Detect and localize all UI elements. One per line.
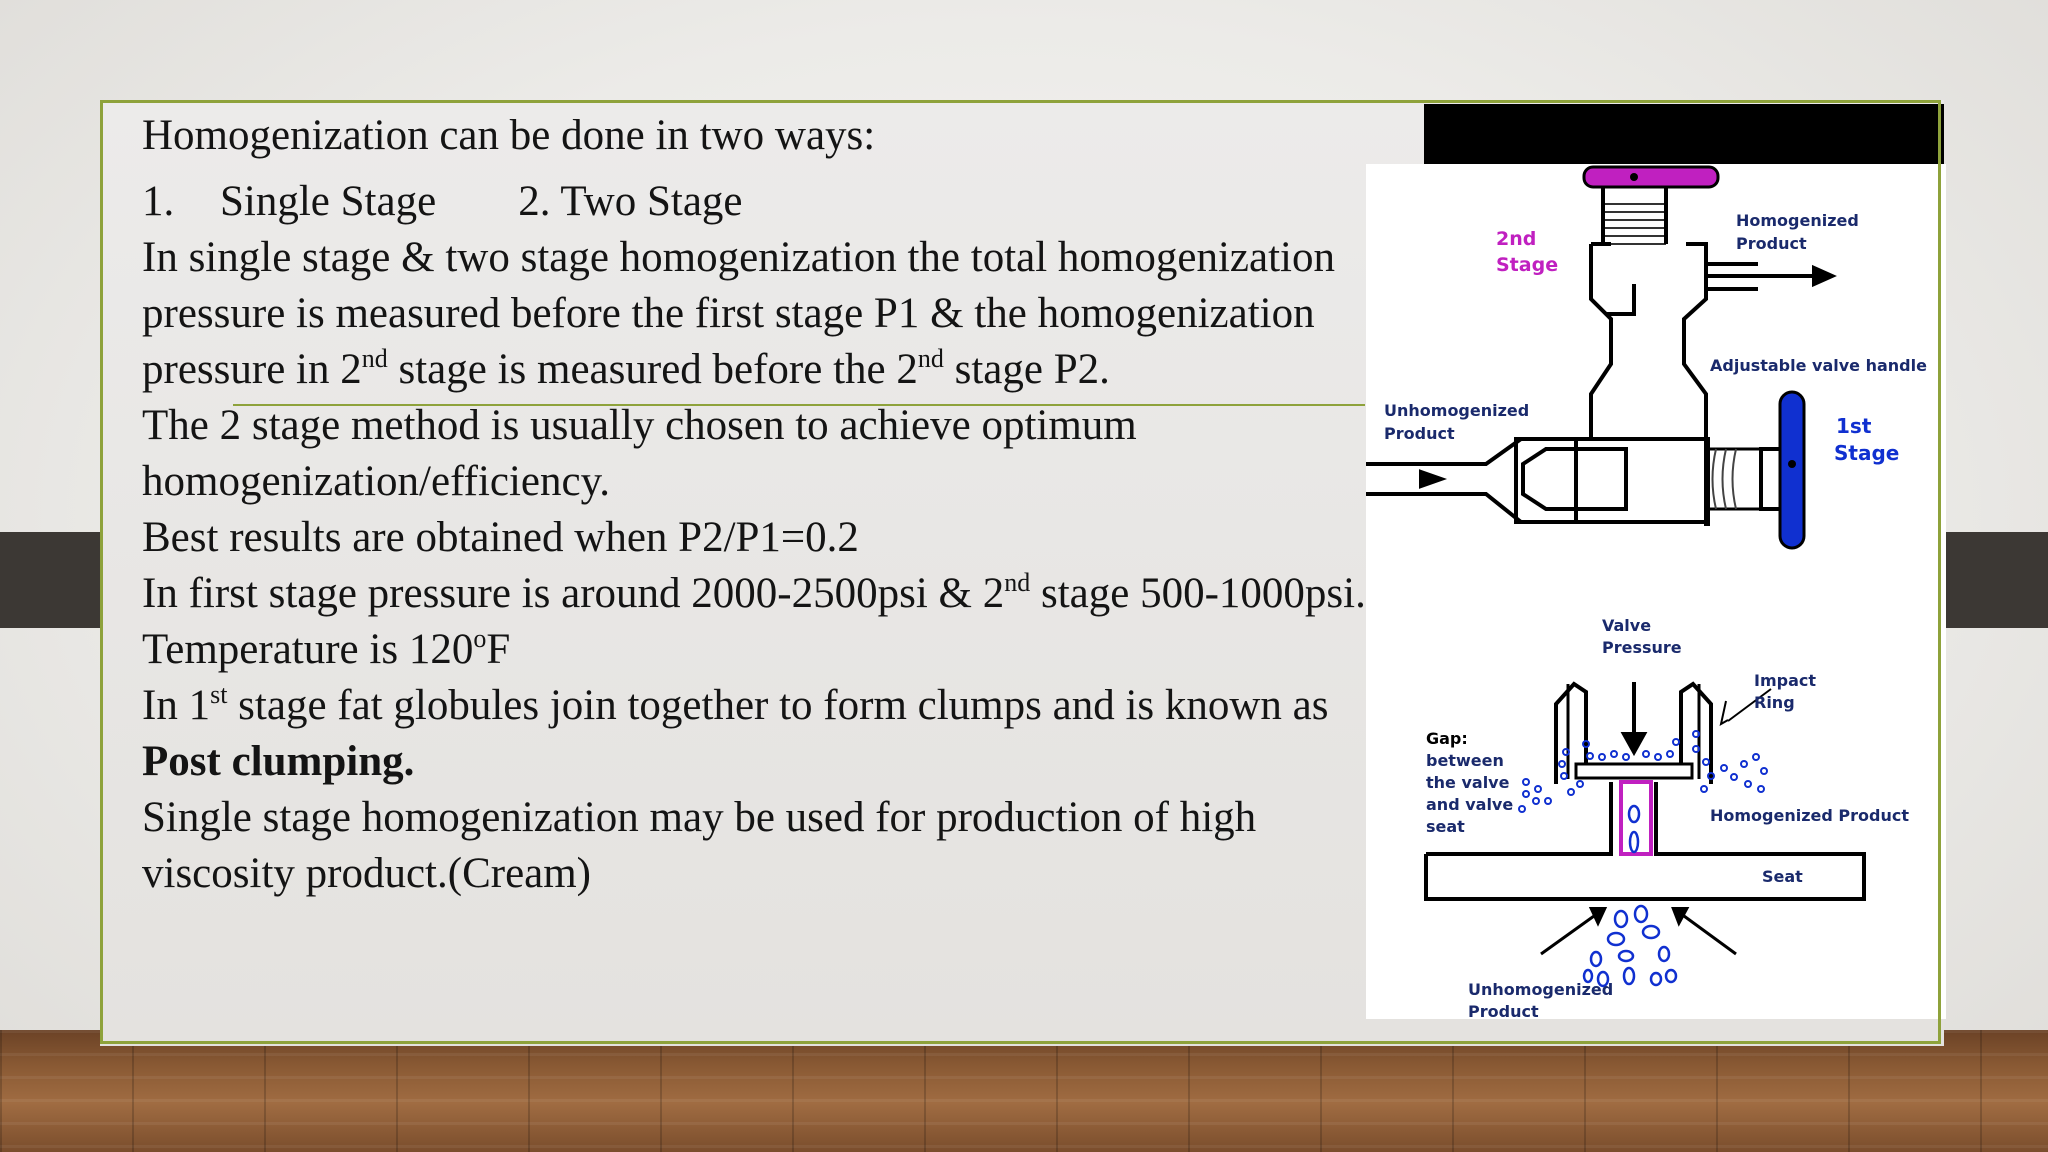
spring-icon bbox=[1603, 204, 1666, 244]
methods-list bbox=[142, 174, 1367, 230]
homogenizer-diagram bbox=[1366, 164, 1946, 1019]
svg-text:seat: seat bbox=[1426, 817, 1465, 836]
list-item-two-stage: 2. Two Stage bbox=[518, 178, 743, 225]
paragraph-temperature: Temperature is 120$^o$F bbox=[142, 624, 511, 673]
svg-text:Unhomogenized: Unhomogenized bbox=[1468, 980, 1614, 999]
svg-text:and valve: and valve bbox=[1426, 795, 1514, 814]
svg-text:Pressure: Pressure bbox=[1602, 638, 1682, 657]
svg-text:1st: 1st bbox=[1836, 414, 1872, 438]
fat-globules bbox=[1584, 806, 1676, 986]
paragraph-two-stage: The 2 stage method is usually chosen to achieve optimum homogenization/efficiency. bbox=[142, 402, 1137, 505]
paragraph-pressure: In single stage & two stage homogenization the total homogenization pressure is measured before the first stage P1 & the homogenization pressure in 2nd stage is measured before the 2nd stage P2. bbox=[142, 234, 1335, 393]
svg-text:2nd: 2nd bbox=[1496, 228, 1537, 250]
heading: Homogenization can be done in two ways: bbox=[142, 112, 876, 159]
paragraph-best-results: Best results are obtained when P2/P1=0.2 bbox=[142, 514, 859, 561]
svg-text:Ring: Ring bbox=[1754, 693, 1795, 712]
svg-text:Product: Product bbox=[1468, 1002, 1539, 1019]
slide-text bbox=[142, 108, 1367, 902]
wood-floor bbox=[0, 1030, 2048, 1152]
svg-text:between: between bbox=[1426, 751, 1504, 770]
paragraph-first-stage: In first stage pressure is around 2000-2500psi & 2nd stage 500-1000psi. bbox=[142, 568, 1366, 617]
svg-text:Seat: Seat bbox=[1762, 867, 1803, 886]
paragraph-single-stage: Single stage homogenization may be used for production of high viscosity product.(Cream) bbox=[142, 794, 1257, 897]
svg-text:Product: Product bbox=[1384, 424, 1455, 443]
svg-text:Adjustable valve handle: Adjustable valve handle bbox=[1710, 356, 1927, 375]
svg-text:Homogenized: Homogenized bbox=[1736, 211, 1859, 230]
svg-text:Stage: Stage bbox=[1496, 254, 1559, 276]
black-bar bbox=[1424, 104, 1944, 164]
svg-text:Impact: Impact bbox=[1754, 671, 1817, 690]
first-stage-handle bbox=[1780, 392, 1804, 548]
svg-text:Unhomogenized: Unhomogenized bbox=[1384, 401, 1530, 420]
svg-text:Gap:: Gap: bbox=[1426, 729, 1468, 748]
list-number: 1. bbox=[142, 178, 175, 225]
paragraph-post-clumping: In 1st stage fat globules join together to form clumps and is known as Post clumping. bbox=[142, 680, 1329, 785]
svg-text:Stage: Stage bbox=[1834, 441, 1900, 465]
list-item-single-stage: Single Stage bbox=[220, 178, 437, 225]
second-stage-handle bbox=[1584, 167, 1718, 187]
svg-text:Valve: Valve bbox=[1602, 616, 1652, 635]
svg-text:Homogenized Product: Homogenized Product bbox=[1710, 806, 1909, 825]
svg-text:Product: Product bbox=[1736, 234, 1807, 253]
svg-text:the valve: the valve bbox=[1426, 773, 1510, 792]
channel bbox=[1621, 782, 1651, 854]
